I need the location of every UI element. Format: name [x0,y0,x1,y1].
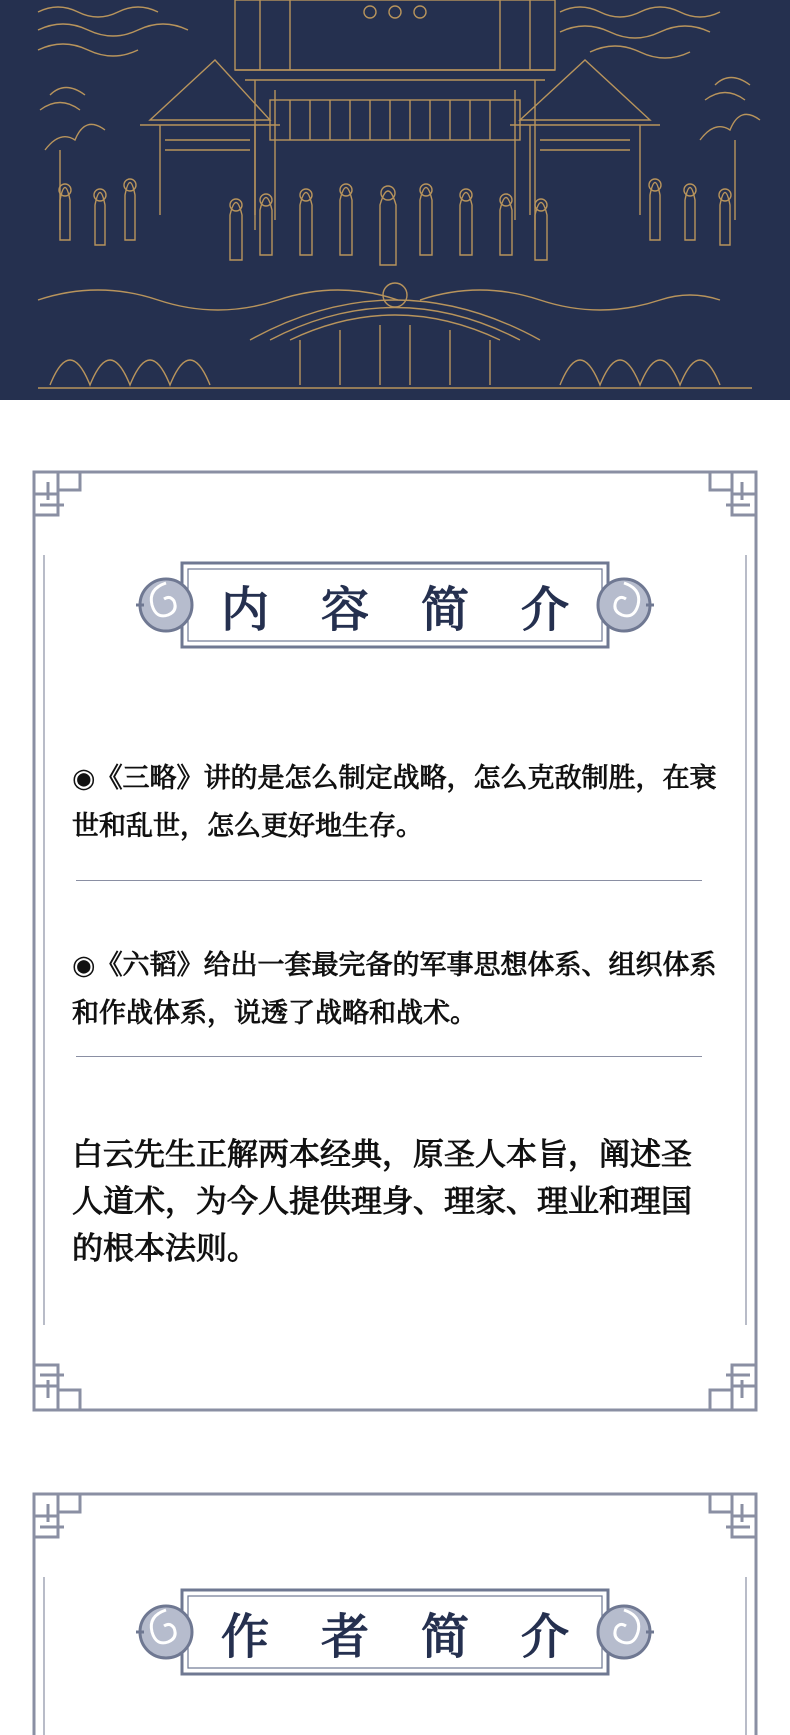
intro-panel [0,470,790,1415]
author-title: 作者简介 [220,1608,621,1665]
bullet-icon: ◉ [72,950,96,981]
palace-illustration-icon [0,0,790,400]
intro-summary: 白云先生正解两本经典，原圣人本旨，阐述圣人道术，为今人提供理身、理家、理业和理国的根本法则。 [72,1137,692,1267]
intro-title-plaque [134,555,656,655]
book-title: 《六韬》 [95,950,204,981]
intro-title: 内容简介 [220,581,621,638]
author-panel [0,1492,790,1735]
author-title-plaque [134,1582,656,1682]
divider [76,880,702,881]
book-title: 《三略》 [95,763,204,794]
hero-illustration [0,0,790,400]
bullet-icon: ◉ [72,763,96,794]
item-text: 讲的是怎么制定战略，怎么克敌制胜，在衰世和乱世，怎么更好地生存。 [72,763,717,842]
intro-item-2 [72,942,720,1038]
item-text: 给出一套最完备的军事思想体系、组织体系和作战体系，说透了战略和战术。 [72,950,717,1029]
intro-item-1 [72,755,720,851]
divider [76,1056,702,1057]
